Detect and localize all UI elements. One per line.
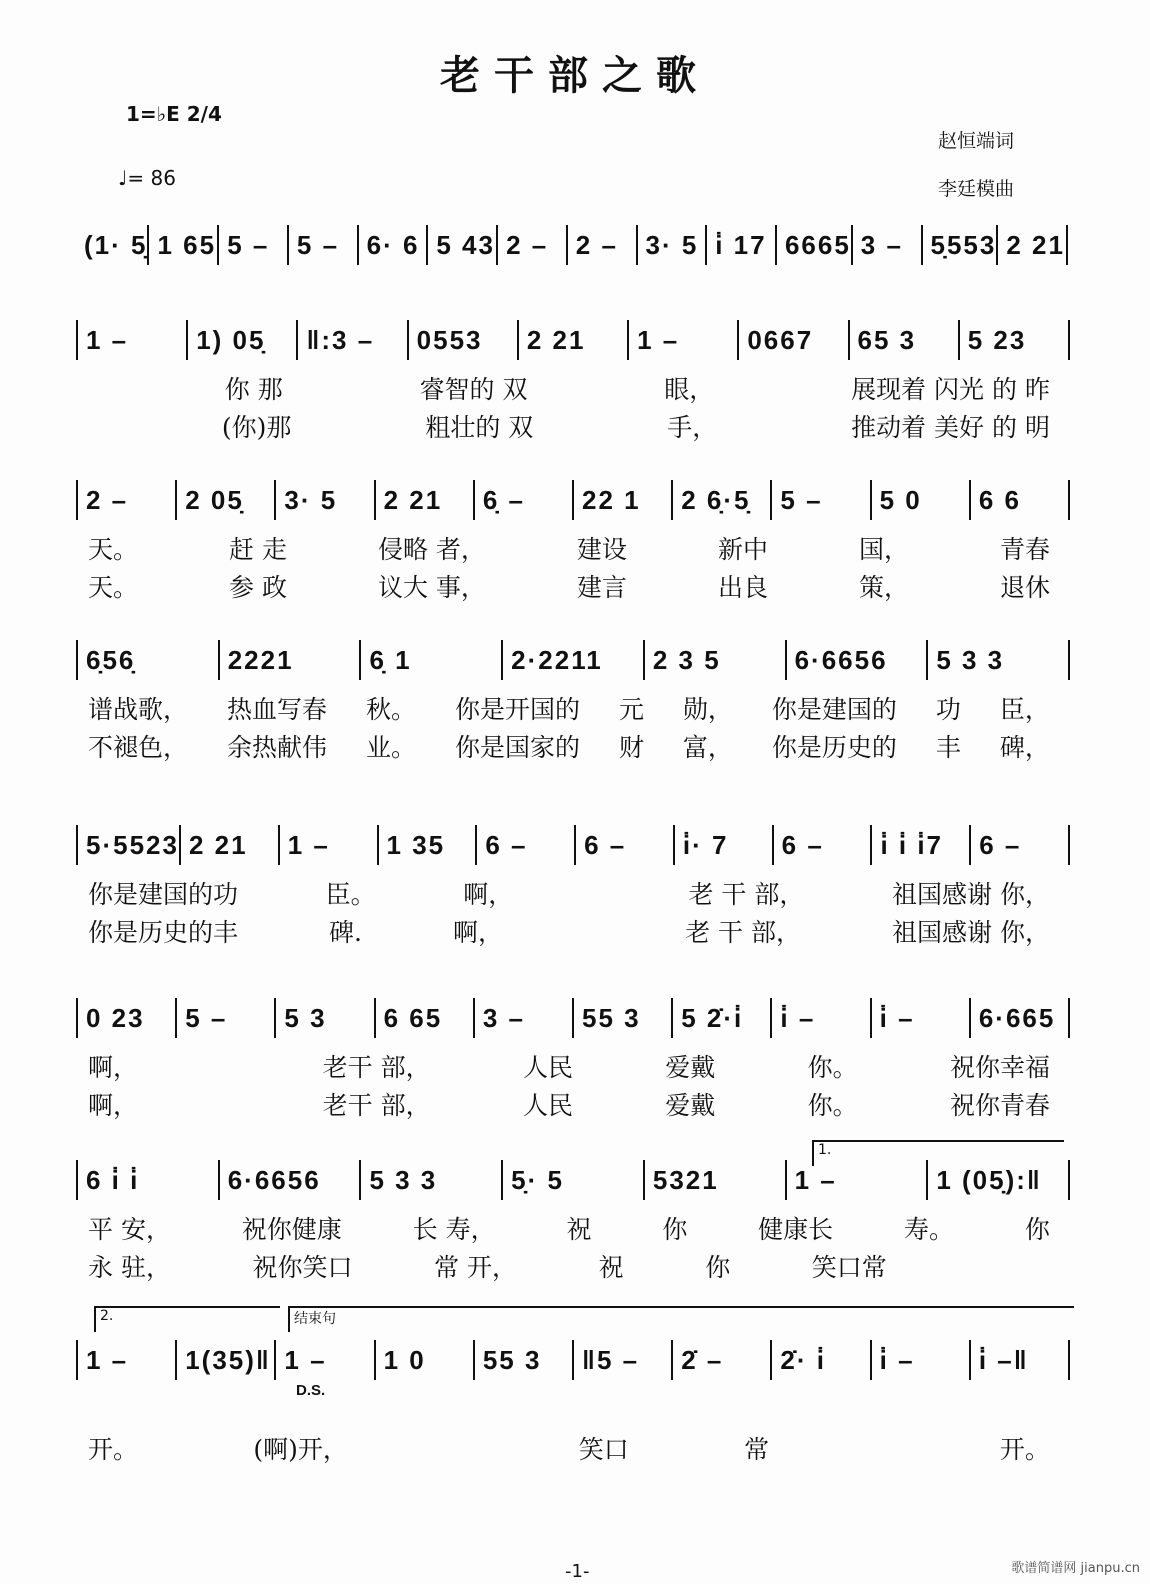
lyric-word: 永 驻， bbox=[88, 1253, 171, 1282]
measure: 1 65 bbox=[149, 225, 219, 265]
lyric-word: 天。 bbox=[88, 573, 139, 602]
measure: 6·665 bbox=[971, 998, 1070, 1038]
lyric-line bbox=[88, 408, 1050, 444]
lyric-word: 你是建国的功 bbox=[88, 880, 239, 909]
lyricist-credit: 赵恒端词 bbox=[938, 130, 1015, 152]
staff-row bbox=[76, 320, 1070, 360]
lyric-word: 你是开国的 bbox=[454, 695, 580, 724]
lyric-word: 睿智的 双 bbox=[419, 375, 528, 404]
measure: 6 – bbox=[971, 825, 1070, 865]
measure: 5 43 bbox=[428, 225, 498, 265]
lyric-word: 啊， bbox=[463, 880, 514, 909]
measure: 1) 05̣ bbox=[188, 320, 298, 360]
measure: 3· 5 bbox=[638, 225, 708, 265]
lyric-word: 你是历史的丰 bbox=[88, 918, 239, 947]
measure: 2 – bbox=[78, 480, 177, 520]
lyric-word: 你 那 bbox=[224, 375, 283, 404]
lyric-word: 老干 部， bbox=[322, 1091, 431, 1120]
measure: i̇ – bbox=[872, 998, 971, 1038]
measure: 5 23 bbox=[960, 320, 1070, 360]
measure: 65 3 bbox=[850, 320, 960, 360]
measure: 6 6 bbox=[971, 480, 1070, 520]
measure: i̇ i̇ i̇7 bbox=[872, 825, 971, 865]
lyric-word: 青春 bbox=[999, 535, 1050, 564]
measure: 6̣ – bbox=[475, 480, 574, 520]
lyric-word: 手， bbox=[667, 413, 718, 442]
measure: 1(35)‖ bbox=[177, 1340, 276, 1380]
lyric-word: 爱戴 bbox=[665, 1053, 716, 1082]
measure: 3· 5 bbox=[276, 480, 375, 520]
lyric-word: 不褪色， bbox=[88, 733, 189, 762]
lyric-word: 祝你幸福 bbox=[949, 1053, 1050, 1082]
lyric-line bbox=[88, 370, 1050, 406]
measure: ‖5 – bbox=[574, 1340, 673, 1380]
measure: 1 – bbox=[276, 1340, 375, 1380]
lyric-word: 建言 bbox=[576, 573, 627, 602]
measure: 6 i̇ i̇ bbox=[78, 1160, 220, 1200]
measure: (1· 5̣ bbox=[76, 225, 149, 265]
measure: 0553 bbox=[409, 320, 519, 360]
lyric-word: 参 政 bbox=[229, 573, 287, 602]
measure: 5 – bbox=[772, 480, 871, 520]
lyric-word: 啊， bbox=[88, 1053, 139, 1082]
lyric-word: 眼， bbox=[664, 375, 715, 404]
lyric-word: 老 干 部， bbox=[688, 880, 805, 909]
lyric-word: 你是建国的 bbox=[771, 695, 897, 724]
lyric-line bbox=[88, 530, 1050, 566]
measure: 1 – bbox=[629, 320, 739, 360]
lyric-word: 你。 bbox=[807, 1053, 858, 1082]
measure: 5 3 3 bbox=[928, 640, 1070, 680]
measure: 6 65 bbox=[376, 998, 475, 1038]
staff-row bbox=[76, 1340, 1070, 1380]
lyric-word: 爱戴 bbox=[665, 1091, 716, 1120]
lyric-line bbox=[88, 1248, 1050, 1284]
lyric-word: 臣。 bbox=[325, 880, 376, 909]
lyric-word: 侵略 者， bbox=[377, 535, 486, 564]
lyric-word: 谱战歌， bbox=[88, 695, 189, 724]
dal-segno: D.S. bbox=[296, 1382, 326, 1399]
lyric-word: 啊， bbox=[453, 918, 504, 947]
lyric-word: 你 bbox=[1024, 1215, 1050, 1244]
staff-row bbox=[76, 825, 1070, 865]
lyric-word: 老 干 部， bbox=[685, 918, 802, 947]
measure: 5·5523 bbox=[78, 825, 181, 865]
measure: 2 3 5 bbox=[645, 640, 787, 680]
lyric-word: 祝你笑口 bbox=[252, 1253, 353, 1282]
key-signature: 1=♭E 2/4 bbox=[126, 102, 222, 126]
lyric-line bbox=[88, 913, 1050, 949]
measure: 6· 6 bbox=[359, 225, 429, 265]
lyric-word: 老干 部， bbox=[322, 1053, 431, 1082]
measure: 6̣56̣ bbox=[78, 640, 220, 680]
lyric-word: 元 bbox=[618, 695, 644, 724]
lyric-word: 笑口常 bbox=[811, 1253, 887, 1282]
lyric-word: 建设 bbox=[576, 535, 627, 564]
lyric-word: 开。 bbox=[999, 1435, 1050, 1464]
lyric-word: 你。 bbox=[807, 1091, 858, 1120]
lyric-word: 祝你青春 bbox=[949, 1091, 1050, 1120]
measure: 2221 bbox=[220, 640, 362, 680]
lyric-word: 人民 bbox=[522, 1053, 573, 1082]
volta-1: 1. bbox=[812, 1140, 1064, 1166]
measure: 2 05̣ bbox=[177, 480, 276, 520]
measure: 22 1 bbox=[574, 480, 673, 520]
measure: 6 – bbox=[477, 825, 576, 865]
lyric-word: 粗壮的 双 bbox=[425, 413, 534, 442]
lyric-word: 臣， bbox=[999, 695, 1050, 724]
lyric-word: 祝 bbox=[566, 1215, 592, 1244]
song-title: 老干部之歌 bbox=[440, 52, 710, 99]
measure: 55 3 bbox=[475, 1340, 574, 1380]
lyric-word: 议大 事， bbox=[377, 573, 486, 602]
lyric-word: 富， bbox=[682, 733, 733, 762]
measure: 5321 bbox=[645, 1160, 787, 1200]
lyric-word: 勋， bbox=[682, 695, 733, 724]
measure: 2̇ – bbox=[673, 1340, 772, 1380]
measure: i̇ 17 bbox=[707, 225, 777, 265]
lyric-line bbox=[88, 875, 1050, 911]
lyric-word: 业。 bbox=[365, 733, 416, 762]
measure: 2 – bbox=[568, 225, 638, 265]
lyric-line bbox=[88, 1430, 1050, 1466]
lyric-word: 长 寿， bbox=[412, 1215, 496, 1244]
lyric-word: 常 bbox=[744, 1435, 770, 1464]
lyric-word: 常 开， bbox=[434, 1253, 518, 1282]
watermark: 歌谱简谱网 jianpu.cn bbox=[1011, 1561, 1140, 1576]
lyric-word: 出良 bbox=[717, 573, 768, 602]
lyric-word: 啊， bbox=[88, 1091, 139, 1120]
lyric-word: 开。 bbox=[88, 1435, 139, 1464]
measure: 5̣553 bbox=[923, 225, 999, 265]
lyric-line bbox=[88, 1210, 1050, 1246]
lyric-word: 热血写春 bbox=[226, 695, 327, 724]
measure: 6 – bbox=[774, 825, 873, 865]
lyric-word: 碑. bbox=[329, 918, 362, 947]
lyric-word: 笑口 bbox=[578, 1435, 629, 1464]
ending-label: 结束句 bbox=[288, 1306, 1074, 1332]
measure: ‖:3 – bbox=[298, 320, 408, 360]
lyric-word: 赶 走 bbox=[229, 535, 287, 564]
staff-row bbox=[76, 225, 1068, 265]
lyric-line bbox=[88, 568, 1050, 604]
measure: 6665 bbox=[777, 225, 853, 265]
measure: 6 – bbox=[576, 825, 675, 865]
measure: 6·6656 bbox=[220, 1160, 362, 1200]
measure: 1 0 bbox=[376, 1340, 475, 1380]
measure: 2 21 bbox=[998, 225, 1068, 265]
lyric-word: 财 bbox=[618, 733, 644, 762]
lyric-word: 平 安， bbox=[88, 1215, 171, 1244]
volta-2: 2. bbox=[94, 1306, 280, 1332]
lyric-line bbox=[88, 728, 1050, 764]
measure: 5 3 3 bbox=[361, 1160, 503, 1200]
lyric-line bbox=[88, 1086, 1050, 1122]
lyric-word: (啊)开， bbox=[253, 1435, 348, 1464]
measure: 2 21 bbox=[519, 320, 629, 360]
measure: 1 – bbox=[280, 825, 379, 865]
lyric-line bbox=[88, 1048, 1050, 1084]
lyric-word: 祝 bbox=[598, 1253, 624, 1282]
measure: 5 – bbox=[177, 998, 276, 1038]
lyric-word: 国， bbox=[858, 535, 909, 564]
measure: 5̣· 5 bbox=[503, 1160, 645, 1200]
measure: 0 23 bbox=[78, 998, 177, 1038]
lyric-word: 你是国家的 bbox=[454, 733, 580, 762]
lyric-word: 新中 bbox=[717, 535, 768, 564]
lyric-word: 健康长 bbox=[758, 1215, 834, 1244]
lyric-word: 功 bbox=[935, 695, 961, 724]
measure: 2 21 bbox=[181, 825, 280, 865]
staff-row bbox=[76, 998, 1070, 1038]
measure: 2·2211 bbox=[503, 640, 645, 680]
measure: 3 – bbox=[853, 225, 923, 265]
measure: 2 21 bbox=[376, 480, 475, 520]
measure: 2̇· i̇ bbox=[772, 1340, 871, 1380]
measure: 2 6̣·5̣ bbox=[673, 480, 772, 520]
lyric-word: 你 bbox=[662, 1215, 688, 1244]
lyric-word: 推动着 美好 的 明 bbox=[851, 413, 1050, 442]
measure: 1 (05̣):‖ bbox=[928, 1160, 1070, 1200]
lyric-word: 祝你健康 bbox=[241, 1215, 342, 1244]
lyric-word: 祖国感谢 你， bbox=[892, 918, 1050, 947]
measure: 55 3 bbox=[574, 998, 673, 1038]
measure: 1 – bbox=[787, 1160, 929, 1200]
measure: 5 2̇·i̇ bbox=[673, 998, 772, 1038]
measure: 3 – bbox=[475, 998, 574, 1038]
page-number: -1- bbox=[565, 1561, 590, 1582]
measure: 5 – bbox=[219, 225, 289, 265]
lyric-word: 碑， bbox=[999, 733, 1050, 762]
measure: 5 0 bbox=[872, 480, 971, 520]
lyric-word: 天。 bbox=[88, 535, 139, 564]
measure: 5 – bbox=[289, 225, 359, 265]
tempo-marking: ♩= 86 bbox=[118, 166, 176, 190]
composer-credit: 李廷模曲 bbox=[938, 178, 1015, 200]
lyric-line bbox=[88, 690, 1050, 726]
lyric-word: 祖国感谢 你， bbox=[892, 880, 1050, 909]
lyric-word: 秋。 bbox=[365, 695, 416, 724]
measure: 1 – bbox=[78, 320, 188, 360]
measure: i̇ –‖ bbox=[971, 1340, 1070, 1380]
measure: i̇ – bbox=[772, 998, 871, 1038]
lyric-word: 余热献伟 bbox=[226, 733, 327, 762]
lyric-word: 寿。 bbox=[904, 1215, 955, 1244]
measure: i̇ – bbox=[872, 1340, 971, 1380]
measure: 0667 bbox=[739, 320, 849, 360]
lyric-word: (你)那 bbox=[221, 413, 292, 442]
lyric-word: 人民 bbox=[522, 1091, 573, 1120]
lyric-word: 策， bbox=[858, 573, 909, 602]
lyric-word: 你 bbox=[705, 1253, 731, 1282]
staff-row bbox=[76, 480, 1070, 520]
staff-row bbox=[76, 640, 1070, 680]
staff-row bbox=[76, 1160, 1070, 1200]
lyric-word: 展现着 闪光 的 昨 bbox=[851, 375, 1050, 404]
measure: 1 – bbox=[78, 1340, 177, 1380]
lyric-word: 你是历史的 bbox=[771, 733, 897, 762]
measure: 2 – bbox=[498, 225, 568, 265]
measure: 6̣ 1 bbox=[361, 640, 503, 680]
measure: 6·6656 bbox=[787, 640, 929, 680]
measure: 1 35 bbox=[379, 825, 478, 865]
lyric-word: 退休 bbox=[999, 573, 1050, 602]
measure: i̇· 7 bbox=[675, 825, 774, 865]
lyric-word: 丰 bbox=[935, 733, 961, 762]
measure: 5 3 bbox=[276, 998, 375, 1038]
